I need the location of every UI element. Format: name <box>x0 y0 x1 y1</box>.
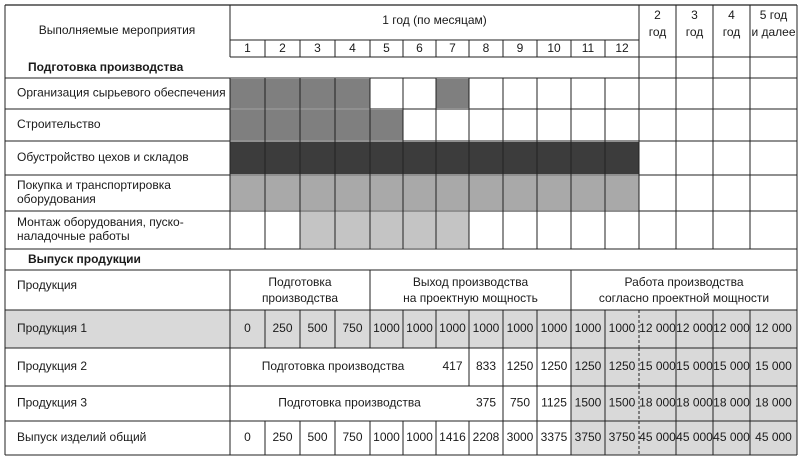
activity-bar <box>436 79 469 108</box>
product-value: 1500 <box>608 395 636 410</box>
product-value: 15 000 <box>755 359 792 374</box>
product-value: 500 <box>307 430 328 445</box>
month-label: 9 <box>516 41 524 56</box>
product-value: 1500 <box>574 395 602 410</box>
product-value: 0 <box>244 430 251 445</box>
product-value: 15 000 <box>639 359 676 374</box>
product-value: 1000 <box>472 321 500 336</box>
product-value: 12 000 <box>676 321 713 336</box>
activity-label: Обустройство цехов и складов <box>17 150 189 165</box>
product-value: 3750 <box>574 430 602 445</box>
phase-label: Выход производства <box>412 275 529 290</box>
product-value: 1000 <box>608 321 636 336</box>
product-value: 15 000 <box>676 359 713 374</box>
product-value: 750 <box>509 395 531 410</box>
product-header: Продукция <box>17 278 78 293</box>
product-value: 1000 <box>373 430 400 445</box>
month-label: 7 <box>449 41 456 56</box>
activity-bar <box>230 176 639 210</box>
product-value: 833 <box>475 359 497 374</box>
product-value: 15 000 <box>713 359 750 374</box>
product-prep-label: Подготовка производства <box>278 395 421 410</box>
product-value: 417 <box>442 359 463 374</box>
product-value: 12 000 <box>713 321 750 336</box>
phase-label: производства <box>261 291 339 306</box>
activity-bar <box>230 142 639 174</box>
year-number: 2 <box>654 8 661 23</box>
month-label: 8 <box>482 41 490 56</box>
product-value: 1125 <box>541 395 567 410</box>
year-number: 3 <box>691 8 698 23</box>
product-value: 18 000 <box>755 395 792 410</box>
year-word: год <box>685 25 704 40</box>
activity-label: Покупка и транспортировка <box>17 178 171 193</box>
product-value: 1000 <box>373 321 400 336</box>
product-value: 1000 <box>439 321 466 336</box>
activity-label: оборудования <box>17 192 96 207</box>
year-word: год <box>648 25 667 40</box>
activity-label: Монтаж оборудования, пуско- <box>17 215 184 230</box>
product-name: Продукция 3 <box>17 395 88 410</box>
product-value: 1250 <box>540 359 568 374</box>
product-value: 1000 <box>506 321 534 336</box>
product-value: 1250 <box>506 359 534 374</box>
product-value: 3750 <box>608 430 636 445</box>
product-value: 1000 <box>406 430 433 445</box>
product-name: Продукция 1 <box>17 321 88 336</box>
product-value: 18 000 <box>639 395 676 410</box>
product-value: 750 <box>342 430 363 445</box>
activity-label: Строительство <box>17 117 101 132</box>
product-prep-label: Подготовка производства <box>261 359 405 374</box>
product-name: Продукция 2 <box>17 359 88 374</box>
month-label: 5 <box>383 41 390 56</box>
activity-bar <box>300 212 469 248</box>
product-value: 250 <box>272 321 293 336</box>
product-value: 500 <box>307 321 328 336</box>
product-value: 1000 <box>574 321 602 336</box>
product-value: 18 000 <box>713 395 750 410</box>
product-value: 375 <box>475 395 497 410</box>
product-name: Выпуск изделий общий <box>17 430 147 445</box>
month-label: 4 <box>349 41 356 56</box>
year1-header: 1 год (по месяцам) <box>382 13 487 28</box>
product-value: 1000 <box>540 321 568 336</box>
section-output: Выпуск продукции <box>28 252 141 267</box>
product-value: 3000 <box>506 430 534 445</box>
product-value: 45 000 <box>713 430 750 445</box>
product-value: 12 000 <box>755 321 792 336</box>
product-value: 1250 <box>574 359 602 374</box>
phase-label: согласно проектной мощности <box>598 291 770 306</box>
product-value: 3375 <box>540 430 568 445</box>
month-label: 2 <box>279 41 286 56</box>
month-label: 10 <box>547 41 561 56</box>
product-value: 250 <box>272 430 293 445</box>
product-value: 12 000 <box>639 321 676 336</box>
product-value: 45 000 <box>676 430 713 445</box>
product-value: 0 <box>244 321 251 336</box>
month-label: 6 <box>416 41 423 56</box>
month-label: 11 <box>581 41 595 56</box>
year-number: 4 <box>728 8 735 23</box>
activity-label: Организация сырьевого обеспечения <box>17 85 226 100</box>
product-value: 45 000 <box>755 430 792 445</box>
month-label: 3 <box>314 41 321 56</box>
month-label: 1 <box>244 41 251 56</box>
phase-label: на проектную мощность <box>403 291 538 306</box>
product-value: 2208 <box>472 430 500 445</box>
activity-bar <box>230 110 403 140</box>
year-word: и далее <box>751 25 796 40</box>
product-value: 18 000 <box>676 395 713 410</box>
product-value: 750 <box>342 321 363 336</box>
product-value: 1250 <box>608 359 636 374</box>
activities-header: Выполняемые мероприятия <box>38 23 196 38</box>
month-label: 12 <box>615 41 629 56</box>
year-word: год <box>722 25 741 40</box>
activity-label: наладочные работы <box>17 229 130 244</box>
year-number: 5 год <box>759 8 788 23</box>
product-value: 45 000 <box>639 430 676 445</box>
phase-label: Работа производства <box>624 275 744 290</box>
product-value: 1000 <box>406 321 433 336</box>
product-value: 1416 <box>439 430 466 445</box>
section-prep: Подготовка производства <box>28 60 184 75</box>
phase-label: Подготовка <box>268 275 332 290</box>
